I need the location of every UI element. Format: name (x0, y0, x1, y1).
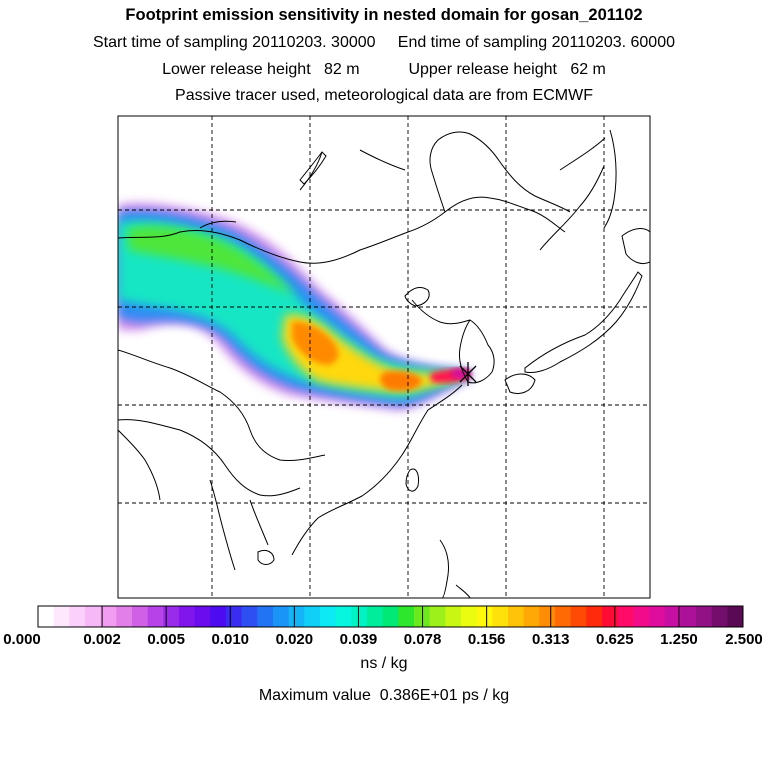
colorbar-tick-labels (3, 631, 763, 648)
colorbar-cell (289, 606, 305, 627)
colorbar-cell (116, 606, 132, 627)
colorbar-cell (320, 606, 336, 627)
colorbar-cell (148, 606, 164, 627)
sampling-time-line: Start time of sampling 20110203. 30000 End time of sampling 20110203. 60000 (92, 34, 675, 51)
colorbar-tick-label: 0.078 (403, 631, 442, 648)
colorbar-cell (602, 606, 618, 627)
colorbar-cell (132, 606, 148, 627)
colorbar-cell (571, 606, 587, 627)
colorbar-cell (727, 606, 743, 627)
colorbar-cell (712, 606, 728, 627)
colorbar-tick-label: 1.250 (660, 631, 698, 648)
colorbar-cell (226, 606, 242, 627)
colorbar-cell (696, 606, 712, 627)
colorbar-cell (336, 606, 352, 627)
colorbar-cell (101, 606, 117, 627)
maximum-value-text: Maximum value 0.386E+01 ps / kg (258, 687, 510, 704)
colorbar-units: ns / kg (360, 655, 408, 672)
colorbar-tick-label: 0.020 (275, 631, 314, 648)
colorbar-cell (445, 606, 461, 627)
colorbar-cell (524, 606, 540, 627)
colorbar-cell (492, 606, 508, 627)
colorbar-cells (38, 606, 744, 627)
colorbar-cell (273, 606, 289, 627)
colorbar-cell (257, 606, 273, 627)
colorbar-cell (539, 606, 555, 627)
colorbar-cell (586, 606, 602, 627)
map-title: Footprint emission sensitivity in nested domain for gosan_201102 (125, 6, 643, 24)
colorbar-tick-label: 0.156 (467, 631, 506, 648)
colorbar-cell (210, 606, 226, 627)
release-height-line: Lower release height 82 m Upper release height 62 m (162, 61, 606, 78)
colorbar-cell (195, 606, 211, 627)
colorbar-cell (618, 606, 634, 627)
colorbar-cell (508, 606, 524, 627)
colorbar-cell (461, 606, 477, 627)
colorbar-cell (304, 606, 320, 627)
colorbar-cell (383, 606, 399, 627)
colorbar-cell (351, 606, 367, 627)
colorbar-tick-label: 0.625 (596, 631, 634, 648)
colorbar-cell (649, 606, 665, 627)
colorbar-tick-label: 0.000 (3, 631, 41, 648)
colorbar-tick-label: 0.005 (147, 631, 185, 648)
colorbar-cell (477, 606, 493, 627)
colorbar-cell (69, 606, 85, 627)
colorbar-cell (242, 606, 258, 627)
colorbar-tick-label: 0.010 (211, 631, 250, 648)
colorbar-tick-label: 0.039 (339, 631, 378, 648)
colorbar-cell (179, 606, 195, 627)
colorbar-cell (38, 606, 54, 627)
tracer-info-line: Passive tracer used, meteorological data are from ECMWF (175, 87, 593, 104)
colorbar-cell (555, 606, 571, 627)
colorbar-cell (367, 606, 383, 627)
colorbar-tick-label: 2.500 (725, 631, 763, 648)
colorbar-cell (430, 606, 446, 627)
colorbar-tick-label: 0.313 (531, 631, 570, 648)
colorbar-cell (85, 606, 101, 627)
colorbar-cell (398, 606, 414, 627)
colorbar-tick-label: 0.002 (83, 631, 121, 648)
colorbar-cell (680, 606, 696, 627)
colorbar-cell (54, 606, 70, 627)
colorbar-cell (633, 606, 649, 627)
